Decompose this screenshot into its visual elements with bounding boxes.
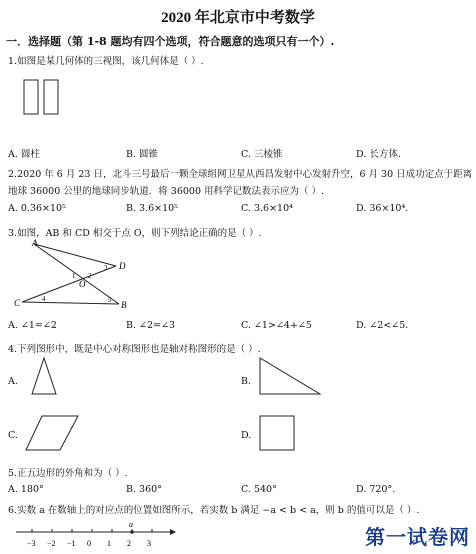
- q5-option-a: A. 180°: [8, 484, 44, 495]
- q3-option-b: B. ∠2=∠3: [126, 320, 175, 331]
- question-1: 1.如图是某几何体的三视图，该几何体是（ ）.: [8, 56, 204, 67]
- parallelogram-shape: [24, 414, 84, 454]
- tick-label: 2: [127, 539, 131, 548]
- tick-label: 3: [147, 539, 151, 548]
- question-4: 4.下列图形中，既是中心对称图形也是轴对称图形的是（ ）.: [8, 344, 261, 355]
- angle-2: 2: [88, 272, 92, 280]
- angle-4: 4: [42, 295, 46, 303]
- q4-option-d: D.: [241, 430, 252, 441]
- question-2-line-1: 2.2020 年 6 月 23 日，北斗三号最后一颗全球组网卫星从西昌发射中心发射升空，6 月 30 日成功定点于距离: [8, 169, 473, 180]
- label-a: A: [32, 238, 38, 248]
- angle-5: 5: [108, 296, 112, 304]
- q2-option-d: D. 36×10⁴.: [356, 203, 409, 214]
- q4-option-a: A.: [8, 376, 18, 387]
- tick-label: 1: [107, 539, 111, 548]
- q1-option-b: B. 圆锥: [126, 149, 159, 160]
- tick-label: −2: [47, 539, 56, 548]
- isosceles-triangle-shape: [28, 356, 68, 398]
- square-shape: [258, 414, 300, 454]
- tick-label: −3: [27, 539, 36, 548]
- intersecting-lines-figure: [12, 238, 142, 310]
- q2-option-b: B. 3.6×10⁵: [126, 203, 178, 214]
- q5-option-c: C. 540°: [241, 484, 277, 495]
- section-heading: 一．选择题（第 1-8 题均有四个选项，符合题意的选项只有一个）.: [6, 35, 335, 48]
- label-c: C: [14, 298, 21, 308]
- q1-option-d: D. 长方体.: [356, 149, 401, 160]
- point-a-label: a: [129, 520, 133, 529]
- question-2-line-2: 地球 36000 公里的地球同步轨道．将 36000 用科学记数法表示应为（ ）.: [8, 186, 325, 197]
- right-triangle-shape: [258, 356, 328, 398]
- watermark-logo: 第一试卷网: [365, 525, 470, 549]
- q1-option-a: A. 圆柱: [8, 149, 40, 160]
- side-view: [44, 80, 58, 114]
- number-line: [10, 518, 180, 552]
- q2-option-c: C. 3.6×10⁴: [241, 203, 293, 214]
- angle-3: 3: [104, 264, 108, 272]
- q3-option-c: C. ∠1>∠4+∠5: [241, 320, 312, 331]
- q5-option-d: D. 720°.: [356, 484, 396, 495]
- label-b: B: [121, 300, 127, 310]
- question-5: 5.正五边形的外角和为（ ）.: [8, 468, 128, 479]
- q5-option-b: B. 360°: [126, 484, 162, 495]
- question-6: 6.实数 a 在数轴上的对应点的位置如图所示，若实数 b 满足 −a < b < a，则 b 的值可以是（ ）.: [8, 505, 420, 516]
- q3-option-a: A. ∠1=∠2: [8, 320, 57, 331]
- front-view: [24, 80, 38, 114]
- tick-label: −1: [67, 539, 76, 548]
- q2-option-a: A. 0.36×10⁵: [8, 203, 66, 214]
- q1-option-c: C. 三棱锥: [241, 149, 283, 160]
- question-3: 3.如图，AB 和 CD 相交于点 O，则下列结论正确的是（ ）.: [8, 228, 262, 239]
- page-title: 2020 年北京市中考数学: [161, 10, 315, 26]
- q4-option-c: C.: [8, 430, 18, 441]
- angle-1: 1: [72, 272, 76, 280]
- q4-option-b: B.: [241, 376, 252, 387]
- point-a-marker: [130, 530, 134, 534]
- tick-label: 0: [87, 539, 91, 548]
- label-d: D: [119, 261, 126, 271]
- top-view: [24, 116, 38, 119]
- three-view-figure: [22, 78, 82, 120]
- label-o: O: [79, 279, 86, 289]
- q3-option-d: D. ∠2<∠5.: [356, 320, 409, 331]
